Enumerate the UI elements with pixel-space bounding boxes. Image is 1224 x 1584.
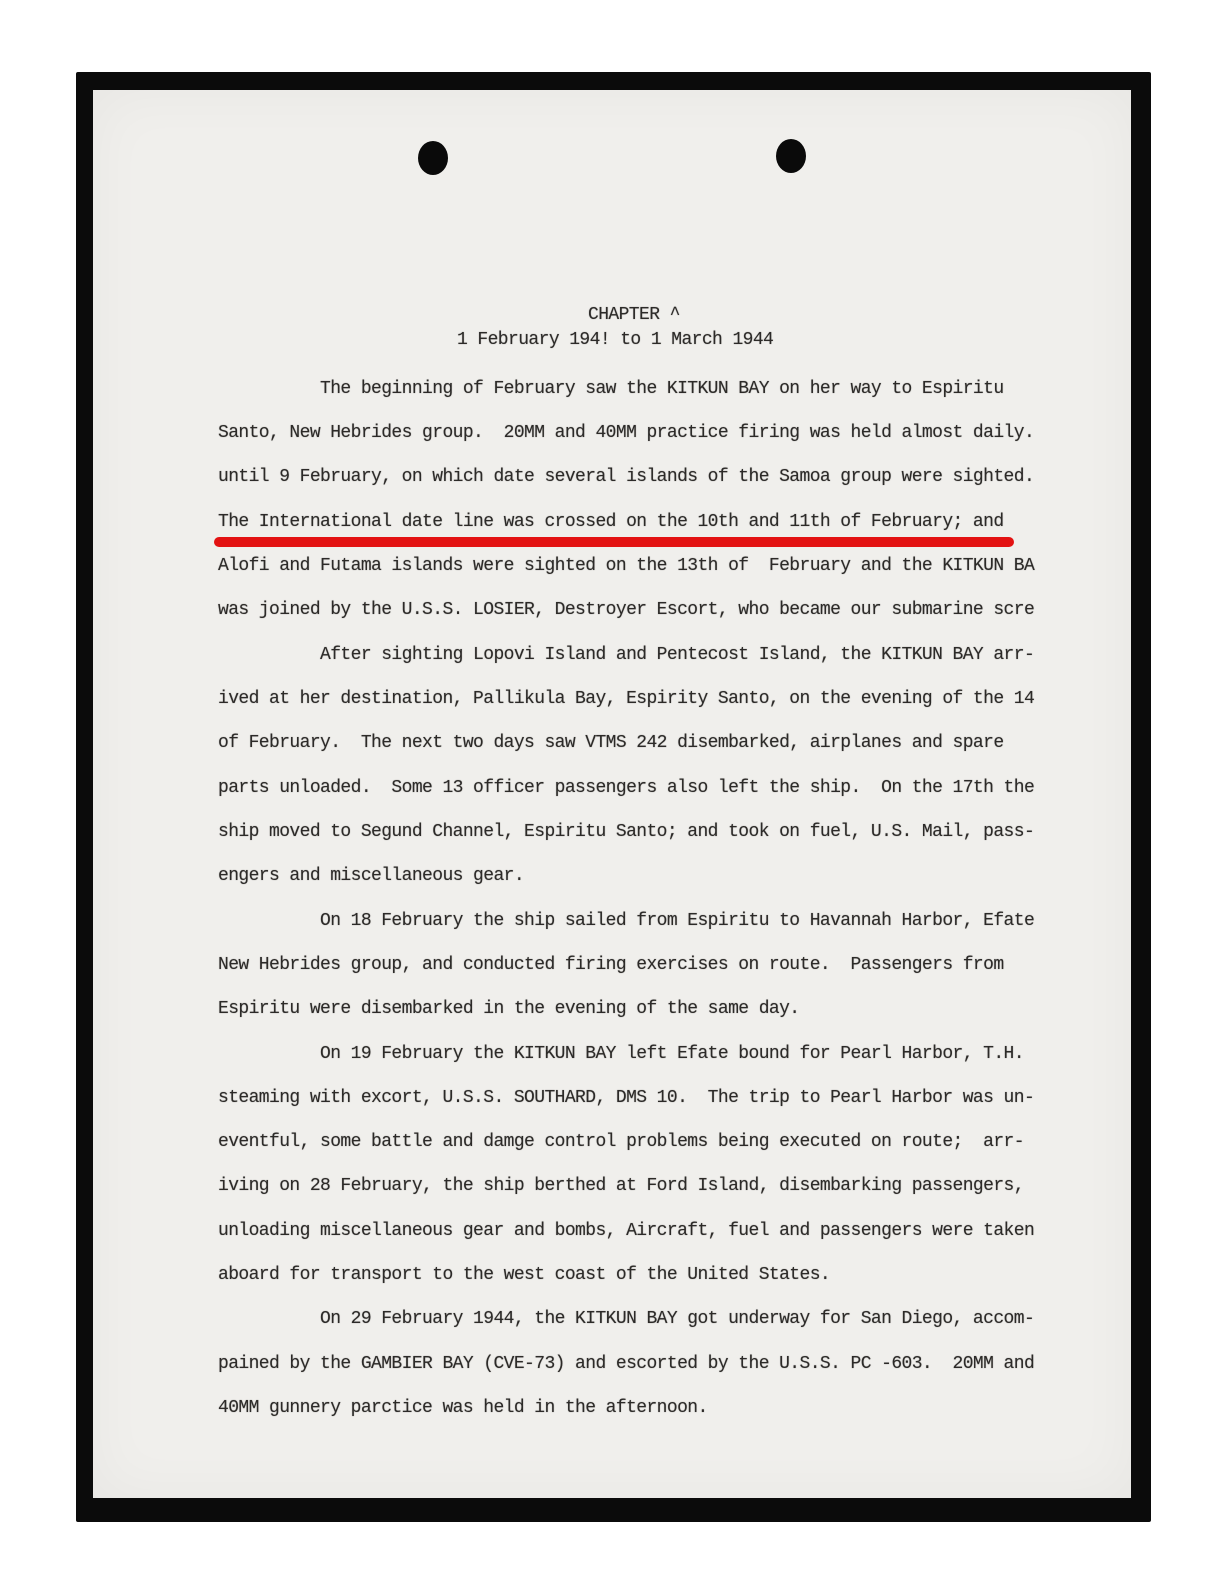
text-line: engers and miscellaneous gear.: [218, 866, 525, 886]
text-line: steaming with excort, U.S.S. SOUTHARD, DMS 10. The trip to Pearl Harbor was un-: [218, 1088, 1035, 1108]
text-line: of February. The next two days saw VTMS 242 disembarked, airplanes and spare: [218, 733, 1004, 753]
text-line: New Hebrides group, and conducted firing exercises on route. Passengers from: [218, 955, 1004, 975]
hole-punch-left-icon: [418, 141, 448, 175]
document-page: [93, 90, 1131, 1498]
text-line: 40MM gunnery parctice was held in the afternoon.: [218, 1398, 708, 1418]
text-line: On 29 February 1944, the KITKUN BAY got underway for San Diego, accom-: [218, 1309, 1035, 1329]
text-line: Espiritu were disembarked in the evening of the same day.: [218, 999, 800, 1019]
text-line: was joined by the U.S.S. LOSIER, Destroyer Escort, who became our submarine scre: [218, 600, 1035, 620]
red-underline-annotation: [214, 537, 1014, 547]
text-line: iving on 28 February, the ship berthed at Ford Island, disembarking passengers,: [218, 1176, 1024, 1196]
text-line: unloading miscellaneous gear and bombs, Aircraft, fuel and passengers were taken: [218, 1221, 1035, 1241]
date-range-heading: 1 February 194! to 1 March 1944: [457, 330, 774, 350]
text-line: On 18 February the ship sailed from Espiritu to Havannah Harbor, Efate: [218, 911, 1035, 931]
text-line: eventful, some battle and damge control problems being executed on route; arr-: [218, 1132, 1024, 1152]
scan-black-border: [76, 72, 1151, 1522]
text-line: aboard for transport to the west coast of the United States.: [218, 1265, 831, 1285]
text-line: pained by the GAMBIER BAY (CVE-73) and escorted by the U.S.S. PC -603. 20MM and: [218, 1354, 1035, 1374]
text-line: ship moved to Segund Channel, Espiritu Santo; and took on fuel, U.S. Mail, pass-: [218, 822, 1035, 842]
text-line-underlined: The International date line was crossed on the 10th and 11th of February; and: [218, 512, 1004, 532]
text-line: ived at her destination, Pallikula Bay, Espirity Santo, on the evening of the 14: [218, 689, 1035, 709]
chapter-heading: CHAPTER ^: [588, 305, 680, 325]
hole-punch-right-icon: [776, 139, 806, 173]
text-line: Alofi and Futama islands were sighted on the 13th of February and the KITKUN BA: [218, 556, 1035, 576]
text-line: On 19 February the KITKUN BAY left Efate bound for Pearl Harbor, T.H.: [218, 1044, 1024, 1064]
text-line: After sighting Lopovi Island and Pentecost Island, the KITKUN BAY arr-: [218, 645, 1035, 665]
text-line: The beginning of February saw the KITKUN BAY on her way to Espiritu: [218, 379, 1004, 399]
text-line: until 9 February, on which date several islands of the Samoa group were sighted.: [218, 467, 1035, 487]
text-line: parts unloaded. Some 13 officer passengers also left the ship. On the 17th the: [218, 778, 1035, 798]
text-line: Santo, New Hebrides group. 20MM and 40MM practice firing was held almost daily.: [218, 423, 1035, 443]
